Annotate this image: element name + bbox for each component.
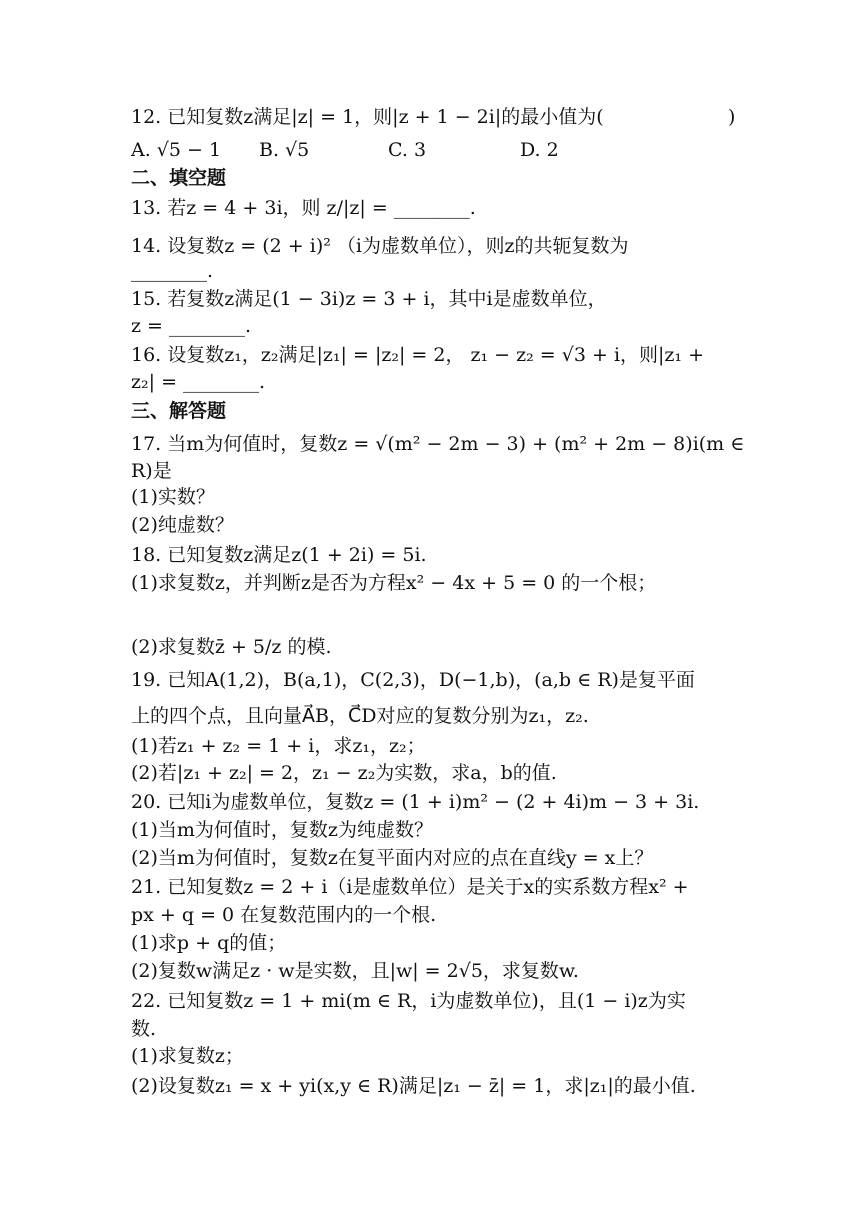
question-17-part-2: (2)纯虚数？: [131, 514, 234, 536]
question-21-part-1: (1)求p + q的值；: [131, 932, 287, 954]
question-21-line-1: 21. 已知复数z = 2 + i（i是虚数单位）是关于x的实系数方程x² +: [131, 876, 689, 898]
question-18-line-1: 18. 已知复数z满足z(1 + 2i) = 5i.: [131, 544, 427, 566]
question-20-part-1: (1)当m为何值时，复数z为纯虚数？: [131, 819, 433, 841]
question-20-part-2: (2)当m为何值时，复数z在复平面内对应的点在直线y = x上？: [131, 847, 654, 869]
question-13: 13. 若z = 4 + 3i，则 z/|z| = ________.: [131, 197, 476, 219]
section-heading-fill-in: 二、填空题: [131, 167, 227, 189]
question-19-part-2: (2)若|z₁ + z₂| = 2，z₁ − z₂为实数，求a，b的值.: [131, 762, 557, 784]
question-12-answer-paren: ): [728, 106, 736, 128]
question-17-part-1: (1)实数？: [131, 486, 215, 508]
question-12-text: 12. 已知复数z满足|z| = 1，则|z + 1 − 2i|的最小值为(: [131, 106, 604, 128]
question-22-part-2: (2)设复数z₁ = x + yi(x,y ∈ R)满足|z₁ − z̄| = 1，求|z₁|的最小值.: [131, 1075, 696, 1097]
option-d: D. 2: [520, 139, 559, 161]
question-22-line-2: 数.: [131, 1018, 157, 1040]
question-22-part-1: (1)求复数z；: [131, 1045, 244, 1067]
question-14-line-1: 14. 设复数z = (2 + i)² （i为虚数单位），则z的共轭复数为: [131, 235, 629, 257]
question-22-line-1: 22. 已知复数z = 1 + mi(m ∈ R，i为虚数单位)，且(1 − i)z为实: [131, 990, 686, 1012]
question-12-stem: [131, 104, 740, 130]
question-14-line-2: ________.: [131, 260, 214, 282]
question-18-part-2: (2)求复数z̄ + 5/z 的模.: [131, 636, 332, 658]
question-19-line-2: 上的四个点，且向量A⃗B，C⃗D对应的复数分别为z₁，z₂.: [131, 705, 589, 727]
section-heading-solutions: 三、解答题: [131, 400, 227, 422]
question-16-line-1: 16. 设复数z₁，z₂满足|z₁| = |z₂| = 2， z₁ − z₂ = √3 + i，则|z₁ +: [131, 344, 705, 366]
question-20-line-1: 20. 已知i为虚数单位，复数z = (1 + i)m² − (2 + 4i)m − 3 + 3i.: [131, 791, 700, 813]
question-15-line-1: 15. 若复数z满足(1 − 3i)z = 3 + i，其中i是虚数单位，: [131, 288, 607, 310]
question-19-line-1: 19. 已知A(1,2)，B(a,1)，C(2,3)，D(−1,b)，(a,b ∈ R)是复平面: [131, 669, 695, 691]
option-a: A. √5 − 1: [131, 139, 222, 161]
question-17-line-2: R)是: [131, 460, 172, 482]
question-21-part-2: (2)复数w满足z · w是实数，且|w| = 2√5，求复数w.: [131, 960, 579, 982]
question-19-part-1: (1)若z₁ + z₂ = 1 + i，求z₁，z₂；: [131, 735, 426, 757]
option-c: C. 3: [388, 139, 427, 161]
question-18-part-1: (1)求复数z，并判断z是否为方程x² − 4x + 5 = 0 的一个根；: [131, 572, 657, 594]
question-21-line-2: px + q = 0 在复数范围内的一个根.: [131, 904, 437, 926]
question-17-line-1: 17. 当m为何值时，复数z = √(m² − 2m − 3) + (m² + 2m − 8)i(m ∈: [131, 433, 745, 455]
question-15-line-2: z = ________.: [131, 315, 252, 337]
option-b: B. √5: [259, 139, 310, 161]
question-16-line-2: z₂| = ________.: [131, 371, 266, 393]
